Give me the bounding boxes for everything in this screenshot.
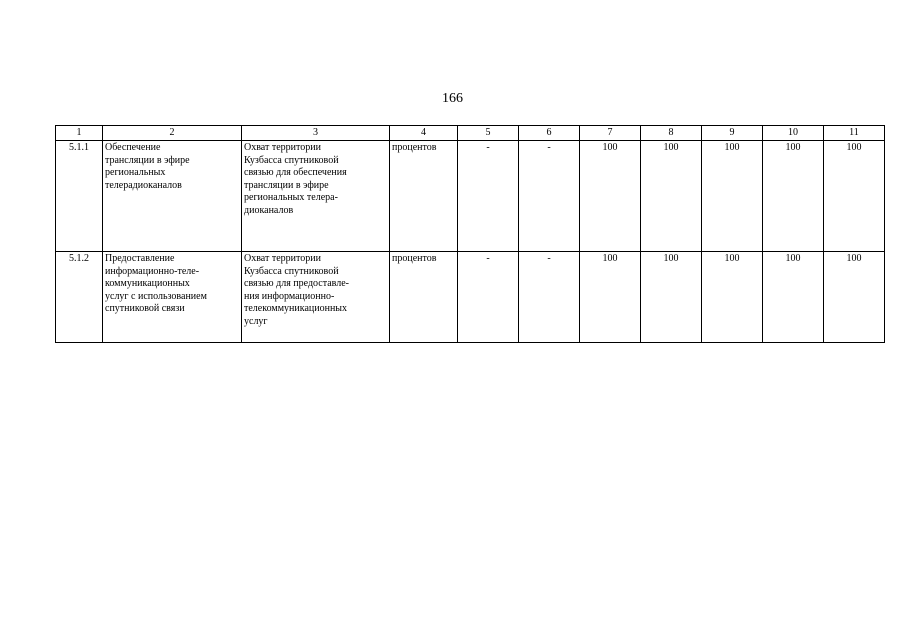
value-cell: - — [458, 252, 519, 343]
table-header-row — [56, 126, 885, 141]
text-line: трансляции в эфире — [105, 154, 190, 166]
row-code: 5.1.1 — [56, 141, 103, 252]
column-number: 6 — [519, 126, 580, 141]
column-number: 7 — [580, 126, 641, 141]
text-line: диоканалов — [244, 204, 294, 216]
text-line: Обеспечение — [105, 142, 161, 153]
table-row — [56, 141, 885, 252]
text-line: региональных — [105, 167, 166, 178]
column-number: 2 — [103, 126, 242, 141]
text-line: информационно-теле- — [105, 265, 200, 277]
unit-cell: процентов — [390, 141, 458, 252]
text-line: Охват территории — [244, 142, 321, 153]
value-cell: 100 — [641, 252, 702, 343]
text-line: услуг с использованием — [105, 290, 207, 302]
text-line: спутниковой связи — [105, 303, 185, 314]
text-line: телекоммуникационных — [244, 303, 348, 314]
text-line: услуг — [244, 315, 268, 327]
row-code: 5.1.2 — [56, 252, 103, 343]
column-number: 5 — [458, 126, 519, 141]
value-cell: 100 — [824, 252, 885, 343]
unit-cell: процентов — [390, 252, 458, 343]
text-line: коммуникационных — [105, 278, 190, 289]
page-number: 166 — [442, 91, 463, 106]
indicator-name — [242, 252, 390, 343]
measure-name — [103, 252, 242, 343]
column-number: 9 — [702, 126, 763, 141]
value-cell: 100 — [702, 252, 763, 343]
text-line: ния информационно- — [244, 290, 335, 302]
column-number: 10 — [763, 126, 824, 141]
value-cell: 100 — [763, 252, 824, 343]
column-number: 1 — [56, 126, 103, 141]
text-line: Кузбасса спутниковой — [244, 154, 339, 166]
indicators-table — [55, 125, 885, 343]
value-cell: - — [458, 141, 519, 252]
value-cell: 100 — [702, 141, 763, 252]
value-cell: - — [519, 141, 580, 252]
value-cell: 100 — [641, 141, 702, 252]
text-line: телерадиоканалов — [105, 179, 182, 191]
value-cell: 100 — [824, 141, 885, 252]
column-number: 3 — [242, 126, 390, 141]
column-number: 8 — [641, 126, 702, 141]
indicator-name — [242, 141, 390, 252]
text-line: связью для предоставле- — [244, 278, 349, 289]
text-line: трансляции в эфире — [244, 179, 329, 191]
value-cell: 100 — [763, 141, 824, 252]
value-cell: - — [519, 252, 580, 343]
table-row — [56, 252, 885, 343]
value-cell: 100 — [580, 252, 641, 343]
text-line: Охват территории — [244, 253, 321, 264]
text-line: Кузбасса спутниковой — [244, 265, 339, 277]
text-line: связью для обеспечения — [244, 167, 347, 178]
value-cell: 100 — [580, 141, 641, 252]
column-number: 11 — [824, 126, 885, 141]
text-line: Предоставление — [105, 253, 175, 264]
measure-name — [103, 141, 242, 252]
text-line: региональных телера- — [244, 192, 338, 203]
column-number: 4 — [390, 126, 458, 141]
